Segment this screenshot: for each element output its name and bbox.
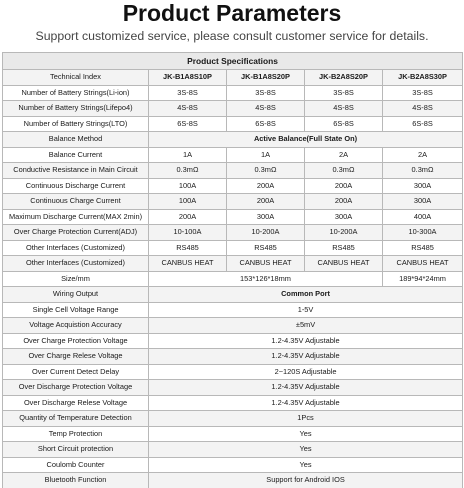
cell-value: Yes [149,457,463,473]
cell-value: RS485 [383,240,463,256]
row-label: Voltage Acquistion Accuracy [3,318,149,334]
cell-value: Yes [149,442,463,458]
cell-value: 200A [149,209,227,225]
cell-value: 200A [227,194,305,210]
cell-value: 10-200A [227,225,305,241]
cell-value: 4S-8S [227,101,305,117]
row-label: Continuous Discharge Current [3,178,149,194]
row-label: Over Charge Relese Voltage [3,349,149,365]
table-row [3,178,463,194]
cell-value: 189*94*24mm [383,271,463,287]
row-label: Size/mm [3,271,149,287]
cell-value: CANBUS HEAT [227,256,305,272]
cell-value: 4S-8S [149,101,227,117]
row-label: Number of Battery Strings(Li-ion) [3,85,149,101]
cell-value: 4S-8S [305,101,383,117]
cell-value: 200A [305,194,383,210]
cell-value: 4S-8S [383,101,463,117]
row-label: Number of Battery Strings(LTO) [3,116,149,132]
model-header: JK-B2A8S20P [305,70,383,86]
cell-value: Yes [149,426,463,442]
table-row [3,163,463,179]
page-subtitle: Support customized service, please consult customer service for details. [35,29,429,43]
cell-value: 2~120S Adjustable [149,364,463,380]
row-label: Other Interfaces (Customized) [3,240,149,256]
row-label: Continuous Charge Current [3,194,149,210]
specifications-table-body [3,53,463,488]
table-row [3,426,463,442]
table-row [3,380,463,396]
row-label: Balance Current [3,147,149,163]
cell-value: 2A [383,147,463,163]
cell-value: 300A [383,194,463,210]
cell-value: 3S-8S [227,85,305,101]
cell-value: 1.2-4.35V Adjustable [149,349,463,365]
cell-value: 200A [305,178,383,194]
table-row [3,442,463,458]
row-label: Bluetooth Function [3,473,149,488]
cell-value: 3S-8S [383,85,463,101]
cell-value: CANBUS HEAT [305,256,383,272]
model-header: JK-B1A8S20P [227,70,305,86]
cell-value: 1-5V [149,302,463,318]
table-row [3,116,463,132]
row-label: Over Current Detect Delay [3,364,149,380]
row-label: Technical Index [3,70,149,86]
table-row [3,271,463,287]
cell-value: Active Balance(Full State On) [149,132,463,148]
table-row [3,209,463,225]
cell-value: RS485 [305,240,383,256]
cell-value: 400A [383,209,463,225]
row-label: Over Discharge Protection Voltage [3,380,149,396]
cell-value: 3S-8S [305,85,383,101]
table-title-row [3,53,463,70]
table-row [3,85,463,101]
table-row [3,70,463,86]
cell-value: 1A [149,147,227,163]
table-row [3,333,463,349]
row-label: Single Cell Voltage Range [3,302,149,318]
cell-value: RS485 [227,240,305,256]
model-header: JK-B1A8S10P [149,70,227,86]
cell-value: 200A [227,178,305,194]
row-label: Over Charge Protection Current(ADJ) [3,225,149,241]
cell-value: 1Pcs [149,411,463,427]
cell-value: 0.3mΩ [383,163,463,179]
table-row [3,132,463,148]
specifications-table [2,52,463,488]
cell-value: 10-300A [383,225,463,241]
row-label: Over Charge Protection Voltage [3,333,149,349]
cell-value: 300A [227,209,305,225]
cell-value: 300A [383,178,463,194]
table-row [3,287,463,303]
cell-value: 6S-8S [305,116,383,132]
table-row [3,318,463,334]
cell-value: RS485 [149,240,227,256]
table-row [3,395,463,411]
row-label: Balance Method [3,132,149,148]
table-row [3,411,463,427]
cell-value: CANBUS HEAT [383,256,463,272]
cell-value: 3S-8S [149,85,227,101]
cell-value: 0.3mΩ [149,163,227,179]
cell-value: Common Port [149,287,463,303]
row-label: Short Circuit protection [3,442,149,458]
row-label: Over Discharge Relese Voltage [3,395,149,411]
row-label: Temp Protection [3,426,149,442]
table-row [3,256,463,272]
cell-value: 6S-8S [383,116,463,132]
cell-value: 100A [149,194,227,210]
row-label: Maximum Discharge Current(MAX 2min) [3,209,149,225]
table-row [3,364,463,380]
page-title: Product Parameters [122,0,342,26]
row-label: Number of Battery Strings(Lifepo4) [3,101,149,117]
cell-value: 1.2-4.35V Adjustable [149,395,463,411]
cell-value: 2A [305,147,383,163]
cell-value: 0.3mΩ [227,163,305,179]
cell-value: CANBUS HEAT [149,256,227,272]
table-row [3,457,463,473]
cell-value: ±5mV [149,318,463,334]
cell-value: 6S-8S [227,116,305,132]
row-label: Quantity of Temperature Detection [3,411,149,427]
table-row [3,147,463,163]
cell-value: 10-100A [149,225,227,241]
cell-value: 100A [149,178,227,194]
table-row [3,302,463,318]
table-row [3,194,463,210]
cell-value: Support for Android IOS [149,473,463,488]
cell-value: 153*126*18mm [149,271,383,287]
cell-value: 1.2-4.35V Adjustable [149,380,463,396]
cell-value: 300A [305,209,383,225]
cell-value: 1A [227,147,305,163]
model-header: JK-B2A8S30P [383,70,463,86]
table-row [3,225,463,241]
cell-value: 10-200A [305,225,383,241]
row-label: Conductive Resistance in Main Circuit [3,163,149,179]
table-row [3,473,463,488]
cell-value: 1.2-4.35V Adjustable [149,333,463,349]
table-title: Product Specifications [3,53,463,70]
row-label: Coulomb Counter [3,457,149,473]
table-row [3,101,463,117]
row-label: Other Interfaces (Customized) [3,256,149,272]
cell-value: 0.3mΩ [305,163,383,179]
table-row [3,349,463,365]
table-row [3,240,463,256]
row-label: Wiring Output [3,287,149,303]
cell-value: 6S-8S [149,116,227,132]
